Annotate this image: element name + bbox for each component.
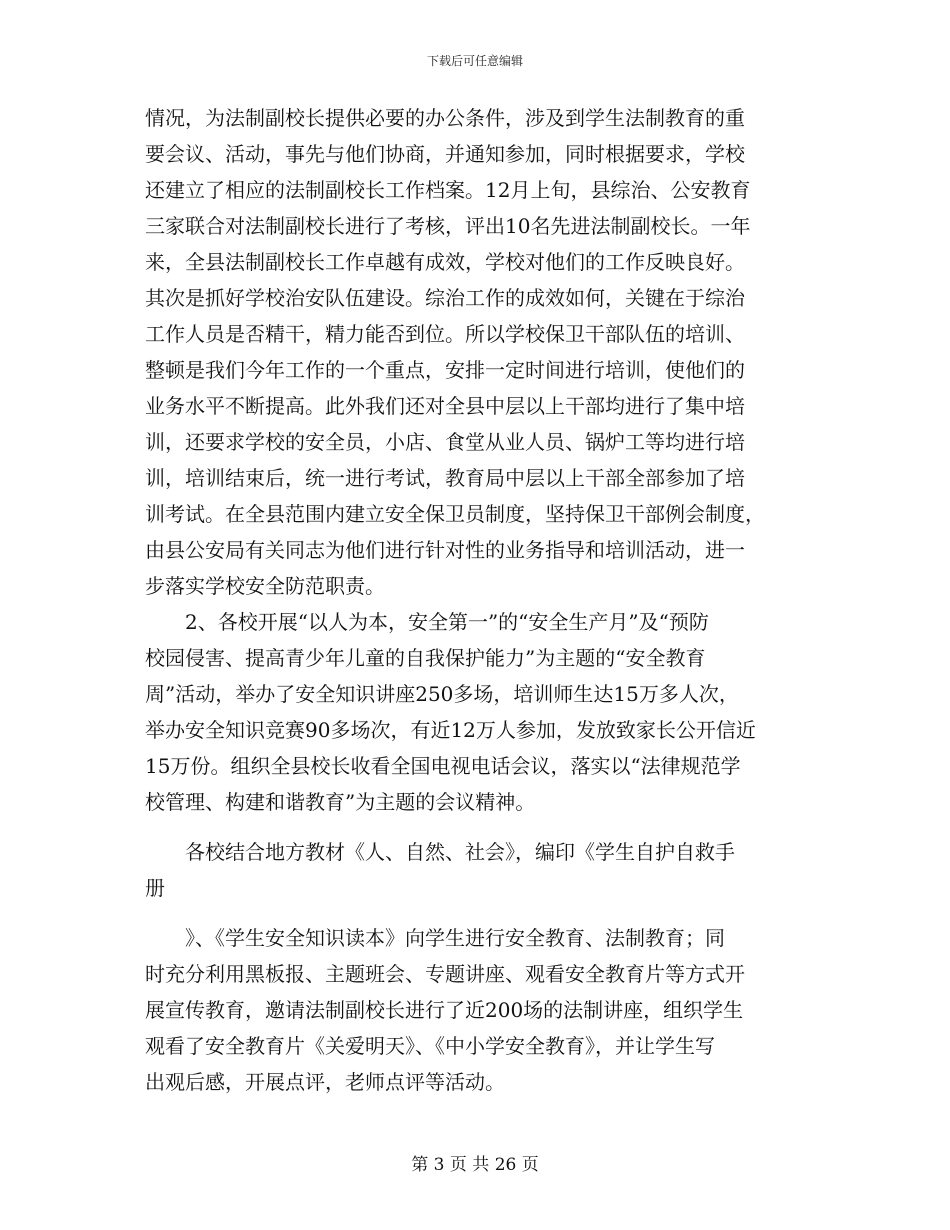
text-line: 举办安全知识竞赛90多场次，有近12万人参加，发放致家长公开信近	[145, 718, 756, 742]
text-line: 展宣传教育，邀请法制副校长进行了近200场的法制讲座，组织学生	[145, 998, 744, 1022]
text-line: 校管理、构建和谐教育”为主题的会议精神。	[145, 790, 536, 814]
document-body	[145, 100, 811, 1100]
text-line: 15万份。组织全县校长收看全国电视电话会议，落实以“法律规范学	[145, 754, 741, 778]
paragraph-spacer	[145, 906, 811, 920]
text-line: 2、各校开展“以人为本，安全第一”的“安全生产月”及“预防	[145, 610, 709, 634]
text-line: 观看了安全教育片《关爱明天》、《中小学安全教育》，并让学生写	[145, 1034, 715, 1058]
text-line: 时充分利用黑板报、主题班会、专题讲座、观看安全教育片等方式开	[145, 962, 745, 986]
paragraph	[145, 100, 811, 604]
text-line: 训，培训结束后，统一进行考试，教育局中层以上干部全部参加了培	[145, 466, 745, 490]
page-number: 第 3 页 共 26 页	[411, 1155, 539, 1175]
text-line: 周”活动，举办了安全知识讲座250多场，培训师生达15万多人次，	[145, 682, 739, 706]
text-line: 由县公安局有关同志为他们进行针对性的业务指导和培训活动，进一	[145, 538, 745, 562]
text-line: 工作人员是否精干，精力能否到位。所以学校保卫干部队伍的培训、	[145, 322, 745, 346]
text-line: 步落实学校安全防范职责。	[145, 574, 385, 598]
text-line: 训考试。在全县范围内建立安全保卫员制度，坚持保卫干部例会制度，	[145, 502, 765, 526]
paragraph-spacer	[145, 820, 811, 834]
text-line: 册	[145, 876, 165, 900]
text-line: 其次是抓好学校治安队伍建设。综治工作的成效如何，关键在于综治	[145, 286, 745, 310]
paragraph	[145, 920, 811, 1100]
text-line: 》、《学生安全知识读本》向学生进行安全教育、法制教育；同	[145, 926, 725, 950]
text-line: 各校结合地方教材《人、自然、社会》，编印《学生自护自救手	[145, 840, 735, 864]
page-header-note: 下载后可任意编辑	[426, 54, 523, 68]
text-line: 训，还要求学校的安全员，小店、食堂从业人员、锅炉工等均进行培	[145, 430, 745, 454]
text-line: 来，全县法制副校长工作卓越有成效，学校对他们的工作反映良好。	[145, 250, 745, 274]
text-line: 情况，为法制副校长提供必要的办公条件，涉及到学生法制教育的重	[145, 106, 745, 130]
text-line: 整顿是我们今年工作的一个重点，安排一定时间进行培训，使他们的	[145, 358, 745, 382]
text-line: 要会议、活动，事先与他们协商，并通知参加，同时根据要求，学校	[145, 142, 745, 166]
text-line: 出观后感，开展点评，老师点评等活动。	[145, 1070, 505, 1094]
text-line: 校园侵害、提高青少年儿童的自我保护能力”为主题的“安全教育	[145, 646, 706, 670]
paragraph	[145, 834, 811, 906]
text-line: 业务水平不断提高。此外我们还对全县中层以上干部均进行了集中培	[145, 394, 745, 418]
paragraph	[145, 604, 811, 820]
text-line: 三家联合对法制副校长进行了考核，评出10名先进法制副校长。一年	[145, 214, 751, 238]
text-line: 还建立了相应的法制副校长工作档案。12月上旬，县综治、公安教育	[145, 178, 751, 202]
